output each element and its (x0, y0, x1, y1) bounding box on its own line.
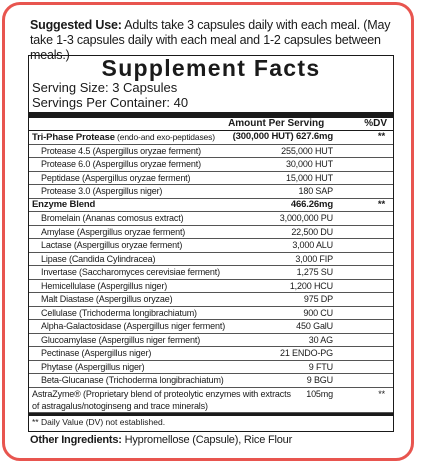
ingredient-name-text: Protease 3.0 (Aspergillus niger) (41, 186, 163, 196)
ingredient-name (41, 266, 220, 279)
suggested-use-label: Suggested Use: (30, 18, 122, 32)
dv-header: %DV (364, 118, 387, 129)
ingredient-row (29, 239, 393, 253)
ingredient-amount: 15,000 HUT (285, 172, 333, 183)
category-row (29, 199, 393, 213)
ingredient-name-text: Protease 6.0 (Aspergillus oryzae ferment) (41, 159, 201, 169)
suggested-use-text: Adults take 3 capsules daily with each meal. (May take 1-3 capsules daily with each meal and 1-2 capsules between meals.) (30, 18, 391, 62)
ingredient-name (41, 293, 172, 306)
ingredient-name-text: Hemicellulase (Aspergillus niger) (41, 280, 168, 291)
ingredient-name (41, 280, 167, 293)
ingredient-name (41, 158, 201, 171)
ingredient-row (29, 266, 393, 280)
ingredient-row (29, 361, 393, 375)
ingredient-amount: 30,000 HUT (285, 159, 333, 169)
ingredient-name (41, 334, 200, 347)
astrazyme-name: AstraZyme® (Proprietary blend of proteolytic enzymes with extracts of astragalus/notoginseng and trace minerals) (32, 388, 291, 411)
ingredient-amount: 180 SAP (298, 186, 333, 196)
ingredient-row (29, 253, 393, 267)
ingredient-row (29, 293, 393, 307)
ingredient-row (29, 158, 393, 172)
ingredient-row (29, 374, 393, 388)
ingredient-amount: 255,000 HUT (281, 145, 333, 156)
ingredient-amount: 3,000 FIP (295, 253, 333, 264)
ingredient-name-text: Invertase (Saccharomyces cerevisiae ferment) (41, 267, 220, 277)
ingredient-row (29, 334, 393, 348)
column-header (29, 118, 393, 131)
ingredient-amount: 1,275 SU (296, 267, 333, 277)
ingredient-name-text: Lactase (Aspergillus oryzae ferment) (41, 240, 183, 250)
ingredient-name-text: Beta-Glucanase (Trichoderma longibrachiatum) (41, 375, 224, 385)
ingredient-name-text: Pectinase (Aspergillus niger) (41, 348, 152, 358)
amount-header: Amount Per Serving (228, 118, 325, 129)
ingredient-row (29, 347, 393, 361)
ingredient-name (41, 212, 183, 225)
ingredient-row (29, 320, 393, 334)
ingredient-dv: ** (377, 198, 385, 210)
astrazyme-amount: 105mg (306, 388, 333, 399)
ingredient-name (41, 172, 190, 185)
ingredient-amount: 22,500 DU (291, 226, 333, 237)
ingredient-name-text: Tri-Phase Protease (32, 132, 115, 143)
ingredient-name (41, 320, 225, 333)
ingredient-name-text: Malt Diastase (Aspergillus oryzae) (41, 294, 173, 304)
ingredient-name (41, 361, 145, 374)
ingredient-name (41, 347, 151, 360)
ingredient-name (41, 185, 162, 198)
ingredient-amount: 9 BGU (306, 375, 333, 385)
ingredient-name-text: Glucoamylase (Aspergillus niger ferment) (41, 334, 201, 345)
ingredient-row (29, 307, 393, 321)
supplement-facts-panel (28, 55, 394, 432)
category-row (29, 131, 393, 145)
ingredient-amount: 466.26mg (290, 198, 333, 210)
ingredient-rows (29, 131, 393, 388)
ingredient-name (41, 253, 155, 266)
ingredient-name-text: Peptidase (Aspergillus oryzae ferment) (41, 172, 191, 183)
ingredient-row (29, 280, 393, 294)
ingredient-name-text: Amylase (Aspergillus oryzae ferment) (41, 226, 186, 237)
other-ingredients (30, 434, 292, 446)
ingredient-row (29, 212, 393, 226)
ingredient-subtitle: (endo-and exo-peptidases) (114, 132, 215, 142)
dv-footnote: ** Daily Value (DV) not established. (32, 416, 166, 427)
other-ingredients-text: Hypromellose (Capsule), Rice Flour (121, 434, 293, 446)
ingredient-row (29, 185, 393, 199)
ingredient-name (41, 226, 185, 239)
ingredient-row (29, 172, 393, 186)
ingredient-amount: 1,200 HCU (289, 280, 333, 291)
ingredient-row (29, 226, 393, 240)
other-ingredients-label: Other Ingredients: (30, 434, 122, 446)
ingredient-name (41, 307, 197, 320)
ingredient-row (29, 145, 393, 159)
ingredient-name (32, 131, 215, 145)
ingredient-name-text: Phytase (Aspergillus niger) (41, 361, 145, 372)
ingredient-name (41, 145, 201, 158)
ingredient-amount: 975 DP (303, 294, 333, 304)
ingredient-amount: 3,000 ALU (292, 240, 333, 250)
ingredient-name-text: Cellulase (Trichoderma longibrachiatum) (41, 307, 197, 318)
astrazyme-dv: ** (378, 388, 385, 399)
ingredient-name (41, 374, 224, 387)
ingredient-amount: (300,000 HUT) 627.6mg (232, 131, 333, 142)
ingredient-dv: ** (377, 131, 385, 142)
ingredient-amount: 30 AG (308, 334, 333, 345)
ingredient-name-text: Protease 4.5 (Aspergillus oryzae ferment) (41, 145, 201, 156)
ingredient-name-text: Bromelain (Ananas comosus extract) (41, 213, 184, 223)
ingredient-amount: 9 FTU (308, 361, 333, 372)
servings-per-container: Servings Per Container: 40 (32, 95, 189, 110)
serving-size: Serving Size: 3 Capsules (32, 80, 178, 95)
ingredient-name (32, 199, 95, 212)
ingredient-name-text: Alpha-Galactosidase (Aspergillus niger ferment) (41, 321, 226, 331)
ingredient-amount: 3,000,000 PU (279, 213, 333, 223)
ingredient-amount: 900 CU (303, 307, 333, 318)
ingredient-name (41, 239, 182, 252)
astrazyme-row (29, 388, 393, 413)
ingredient-amount: 450 GalU (296, 321, 333, 331)
ingredient-name-text: Enzyme Blend (32, 198, 96, 210)
ingredient-name-text: Lipase (Candida Cylindracea) (41, 253, 156, 264)
panel-title: Supplement Facts (101, 55, 321, 81)
ingredient-amount: 21 ENDO-PG (279, 348, 333, 358)
